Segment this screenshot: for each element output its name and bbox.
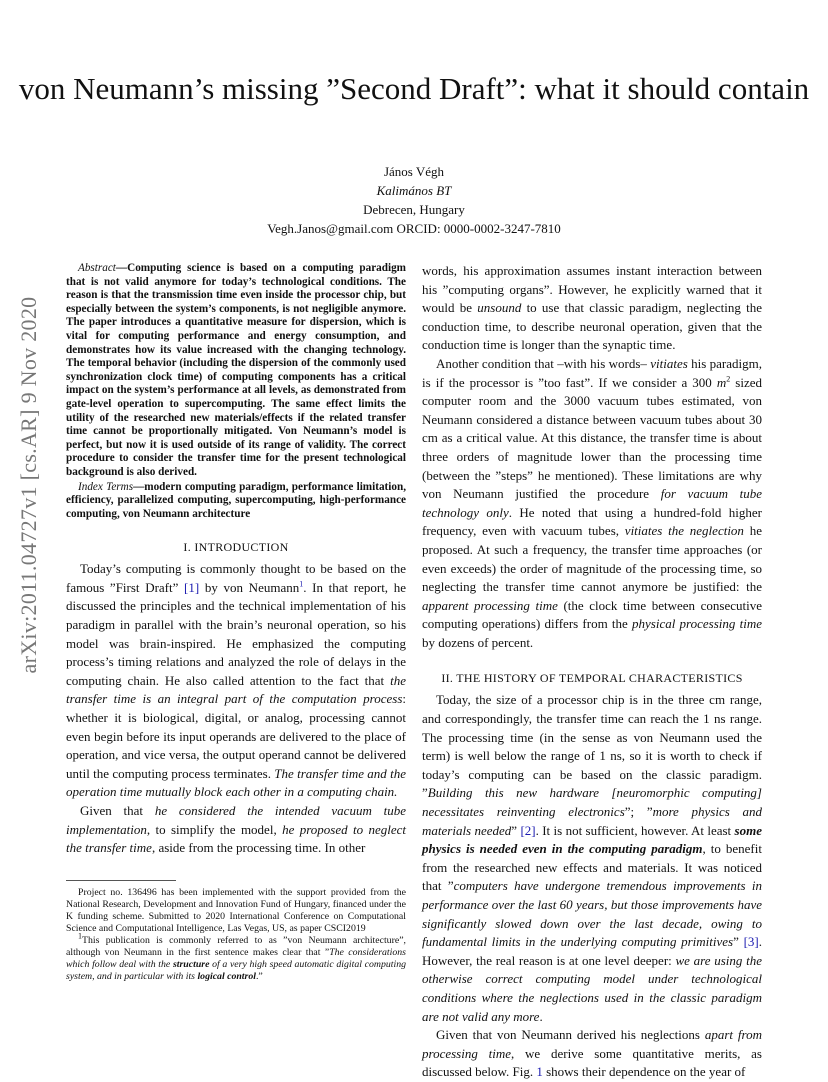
text-run: , we derive some quantitative merits, as discussed below. Fig.	[422, 1045, 762, 1080]
section-heading-history: II. THE HISTORY OF TEMPORAL CHARACTERISTICS	[441, 671, 743, 686]
text-run: : whether it is biological, digital, or analog, processing cannot even begin before its input operands are delivered to the place of operation, and vice versa, the output operand cannot be delivered until the computing process terminates.	[66, 691, 406, 781]
author-city: Debrecen, Hungary	[363, 202, 465, 217]
text-run: . It is not sufficient, however. At least	[535, 822, 735, 838]
text-run: ”; ”	[624, 804, 653, 820]
emphasis: The considerations which follow deal with the	[66, 946, 406, 970]
emphasis: unsound	[477, 300, 522, 316]
author-name: János Végh	[383, 164, 445, 179]
author-block	[0, 162, 828, 238]
emphasis: we are using the otherwise correct computing model under technological conditions where the neglections used in the classic paradigm are not valid any more	[422, 952, 762, 1024]
text-run: ”	[511, 822, 521, 838]
citation-link[interactable]: [3]	[743, 934, 759, 950]
index-terms	[66, 481, 406, 522]
intro-paragraph-1	[66, 560, 406, 802]
emphasis: the transfer time is an integral part of the computation process	[66, 672, 406, 707]
left-column	[66, 262, 406, 983]
emphasis: computers have undergone tremendous improvements in performance over the last 60 years, but those improvements have significantly slowed down over the last decade, owing to fundamental limits in the underlying computing primitives	[422, 878, 762, 950]
author-contact: Vegh.Janos@gmail.com ORCID: 0000-0002-3247-7810	[267, 221, 561, 236]
section-heading-introduction: I. INTRODUCTION	[183, 540, 289, 555]
text-run: . In that report, he discussed the principles and the technical implementation of his paradigm in parallel with the brain’s neuronal operation, so his model was brain-inspired. He emphasized the computing process’s timing relations and analyzed the role of delays in the computing chain. He also called attention to the fact that	[66, 579, 406, 688]
emphasis: vitiates	[650, 355, 688, 371]
emphasis: Building this new hardware [neuromorphic computing] necessitates reinventing electronics	[422, 785, 762, 820]
strong-emphasis: some physics is needed even in the computing paradigm	[422, 822, 762, 857]
abstract-label: Abstract	[78, 262, 116, 274]
emphasis: physical processing time	[632, 616, 762, 632]
text-run: Given that	[80, 803, 155, 818]
text-run: shows their dependence on the year of	[542, 1064, 746, 1080]
text-run: , to simplify the model,	[146, 821, 283, 837]
figure-link[interactable]: 1	[536, 1064, 543, 1080]
emphasis: apparent processing time	[422, 597, 558, 613]
superscript: 2	[726, 374, 731, 384]
math-variable: m	[716, 374, 727, 390]
footnote-project: Project no. 136496 has been implemented with the support provided from the National Research, Development and Innovation Fund of Hungary, financed under the K funding scheme. Submitted to 2020 International Conference on Computational Science and Computational Intelligence, Las Vegas, US, as paper CSCI2019	[66, 886, 406, 934]
text-run: by dozens of percent.	[422, 634, 534, 650]
emphasis: more physics and materials needed	[422, 804, 762, 838]
emphasis: of a very high speed automatic digital computing system, and in particular with its	[66, 958, 406, 982]
index-terms-label: Index Terms	[78, 480, 134, 493]
text-run: (the clock time between consecutive computing operations) differs from the	[422, 597, 762, 632]
author-affiliation: Kalimános BT	[376, 183, 452, 198]
text-run: Given that von Neumann derived his neglections	[436, 1027, 705, 1043]
text-run: by von Neumann	[199, 579, 300, 595]
right-paragraph-1	[422, 262, 762, 355]
text-run: .	[539, 1008, 543, 1024]
text-run: Today, the size of a processor chip is in the three cm range, and correspondingly, the transfer time can reach the 1 ns range. The processing time (in the sense as von Neumann used the term) is well below the range of 1 ns, so it is worth to check if today’s computing can be based on the classic paradigm. ”	[422, 692, 762, 801]
text-run: Today’s computing is commonly thought to be based on the famous ”First Draft”	[66, 561, 406, 595]
text-run: ”	[733, 934, 744, 950]
text-run: sized computer room and the 3000 vacuum tubes estimated, von Neumann considered a distance between vacuum tubes about 30 cm as a critical value. At this distance, the transfer time is about three orders of magnitude lower than the processing time (between the ”steps” he mentioned). These limitations are why von Neumann justified the procedure	[422, 374, 762, 502]
emphasis: he proposed to neglect the transfer time	[66, 821, 406, 856]
footnote-rule	[66, 880, 176, 881]
text-run: . However, the real reason is at one level deeper:	[422, 934, 762, 968]
footnote-marker[interactable]: 1	[299, 579, 304, 589]
strong-emphasis: logical control	[197, 970, 256, 982]
abstract-text: —Computing science is based on a computing paradigm that is not valid anymore for today’s technological conditions. The reason is that the transmission time even inside the processor chip, but especially between the system’s components, is not negligible anymore. The paper introduces a quantitative measure for dispersion, which is vital for computing performance and energy consumption, and demonstrates how its value increased with the changing technology. The temporal behavior (including the dispersion of the commonly used synchronization clock time) of computing components has a critical impact on the system’s performance at all levels, as demonstrated from gate-level operation to supercomputing. The same effect limits the utility of the researched new materials/effects if the related transfer time cannot be proportionally mitigated. Von Neumann’s model is perfect, but now it is used outside of its range of validity. The correct procedure to consider the transfer time for the present technological background is also derived.	[66, 262, 406, 478]
text-run: , to benefit from the researched new effects and materials. It was noticed that ”	[422, 841, 762, 894]
footnote-number: 1	[78, 931, 82, 941]
emphasis: apart from processing time	[422, 1027, 762, 1061]
footnote-1	[66, 931, 406, 983]
right-paragraph-2	[422, 355, 762, 653]
text-run: to use that classic paradigm, neglecting the conduction time, to describe neuronal operation, given that the conduction time is longer than the synaptic time.	[422, 300, 762, 353]
text-run: .”	[255, 970, 263, 982]
text-run: words, his approximation assumes instant interaction between his ”computing organs”. However, he explicitly warned that it would be	[422, 263, 762, 316]
citation-link[interactable]: [2]	[520, 822, 536, 838]
index-terms-text: —modern computing paradigm, performance limitation, efficiency, parallelized computing, supercomputing, high-performance computing, von Neumann architecture	[66, 480, 406, 520]
arxiv-identifier: arXiv:2011.04727v1 [cs.AR] 9 Nov 2020	[16, 296, 41, 674]
text-run: This publication is commonly referred to as ”von Neumann architecture”, although von Neumann in the first sentence makes clear that ”	[66, 934, 406, 958]
text-run: Another condition that –with his words–	[436, 355, 651, 371]
paper-title-text: von Neumann’s missing ”Second Draft”: what it should contain	[18, 71, 810, 106]
emphasis: The transfer time and the operation time mutually block each other in a computing chain.	[66, 765, 406, 800]
citation-link[interactable]: [1]	[184, 579, 200, 595]
text-run: his paradigm, is if the processor is ”too fast”. If we consider a 300	[422, 355, 762, 390]
paper-title	[0, 70, 828, 108]
text-run: he proposed. At such a frequency, the transfer time approaches (or even exceeds) the order of magnitude of the processing time, so neglecting the transfer time cannot anymore be justified: the	[422, 523, 762, 595]
abstract	[66, 262, 406, 480]
strong-emphasis: structure	[172, 958, 210, 970]
right-column	[422, 262, 762, 1082]
text-run: , aside from the processing time. In other	[151, 840, 366, 856]
emphasis: he considered the intended vacuum tube implementation	[66, 803, 406, 837]
text-run: . He noted that using a hundred-fold higher frequency, even with vacuum tubes,	[422, 504, 762, 539]
emphasis: for vacuum tube technology only	[422, 486, 763, 520]
right-paragraph-4	[422, 1026, 762, 1082]
intro-paragraph-2	[66, 802, 406, 858]
arxiv-sidebar	[12, 285, 46, 685]
emphasis: vitiates the neglection	[624, 523, 744, 539]
right-paragraph-3	[422, 691, 762, 1026]
